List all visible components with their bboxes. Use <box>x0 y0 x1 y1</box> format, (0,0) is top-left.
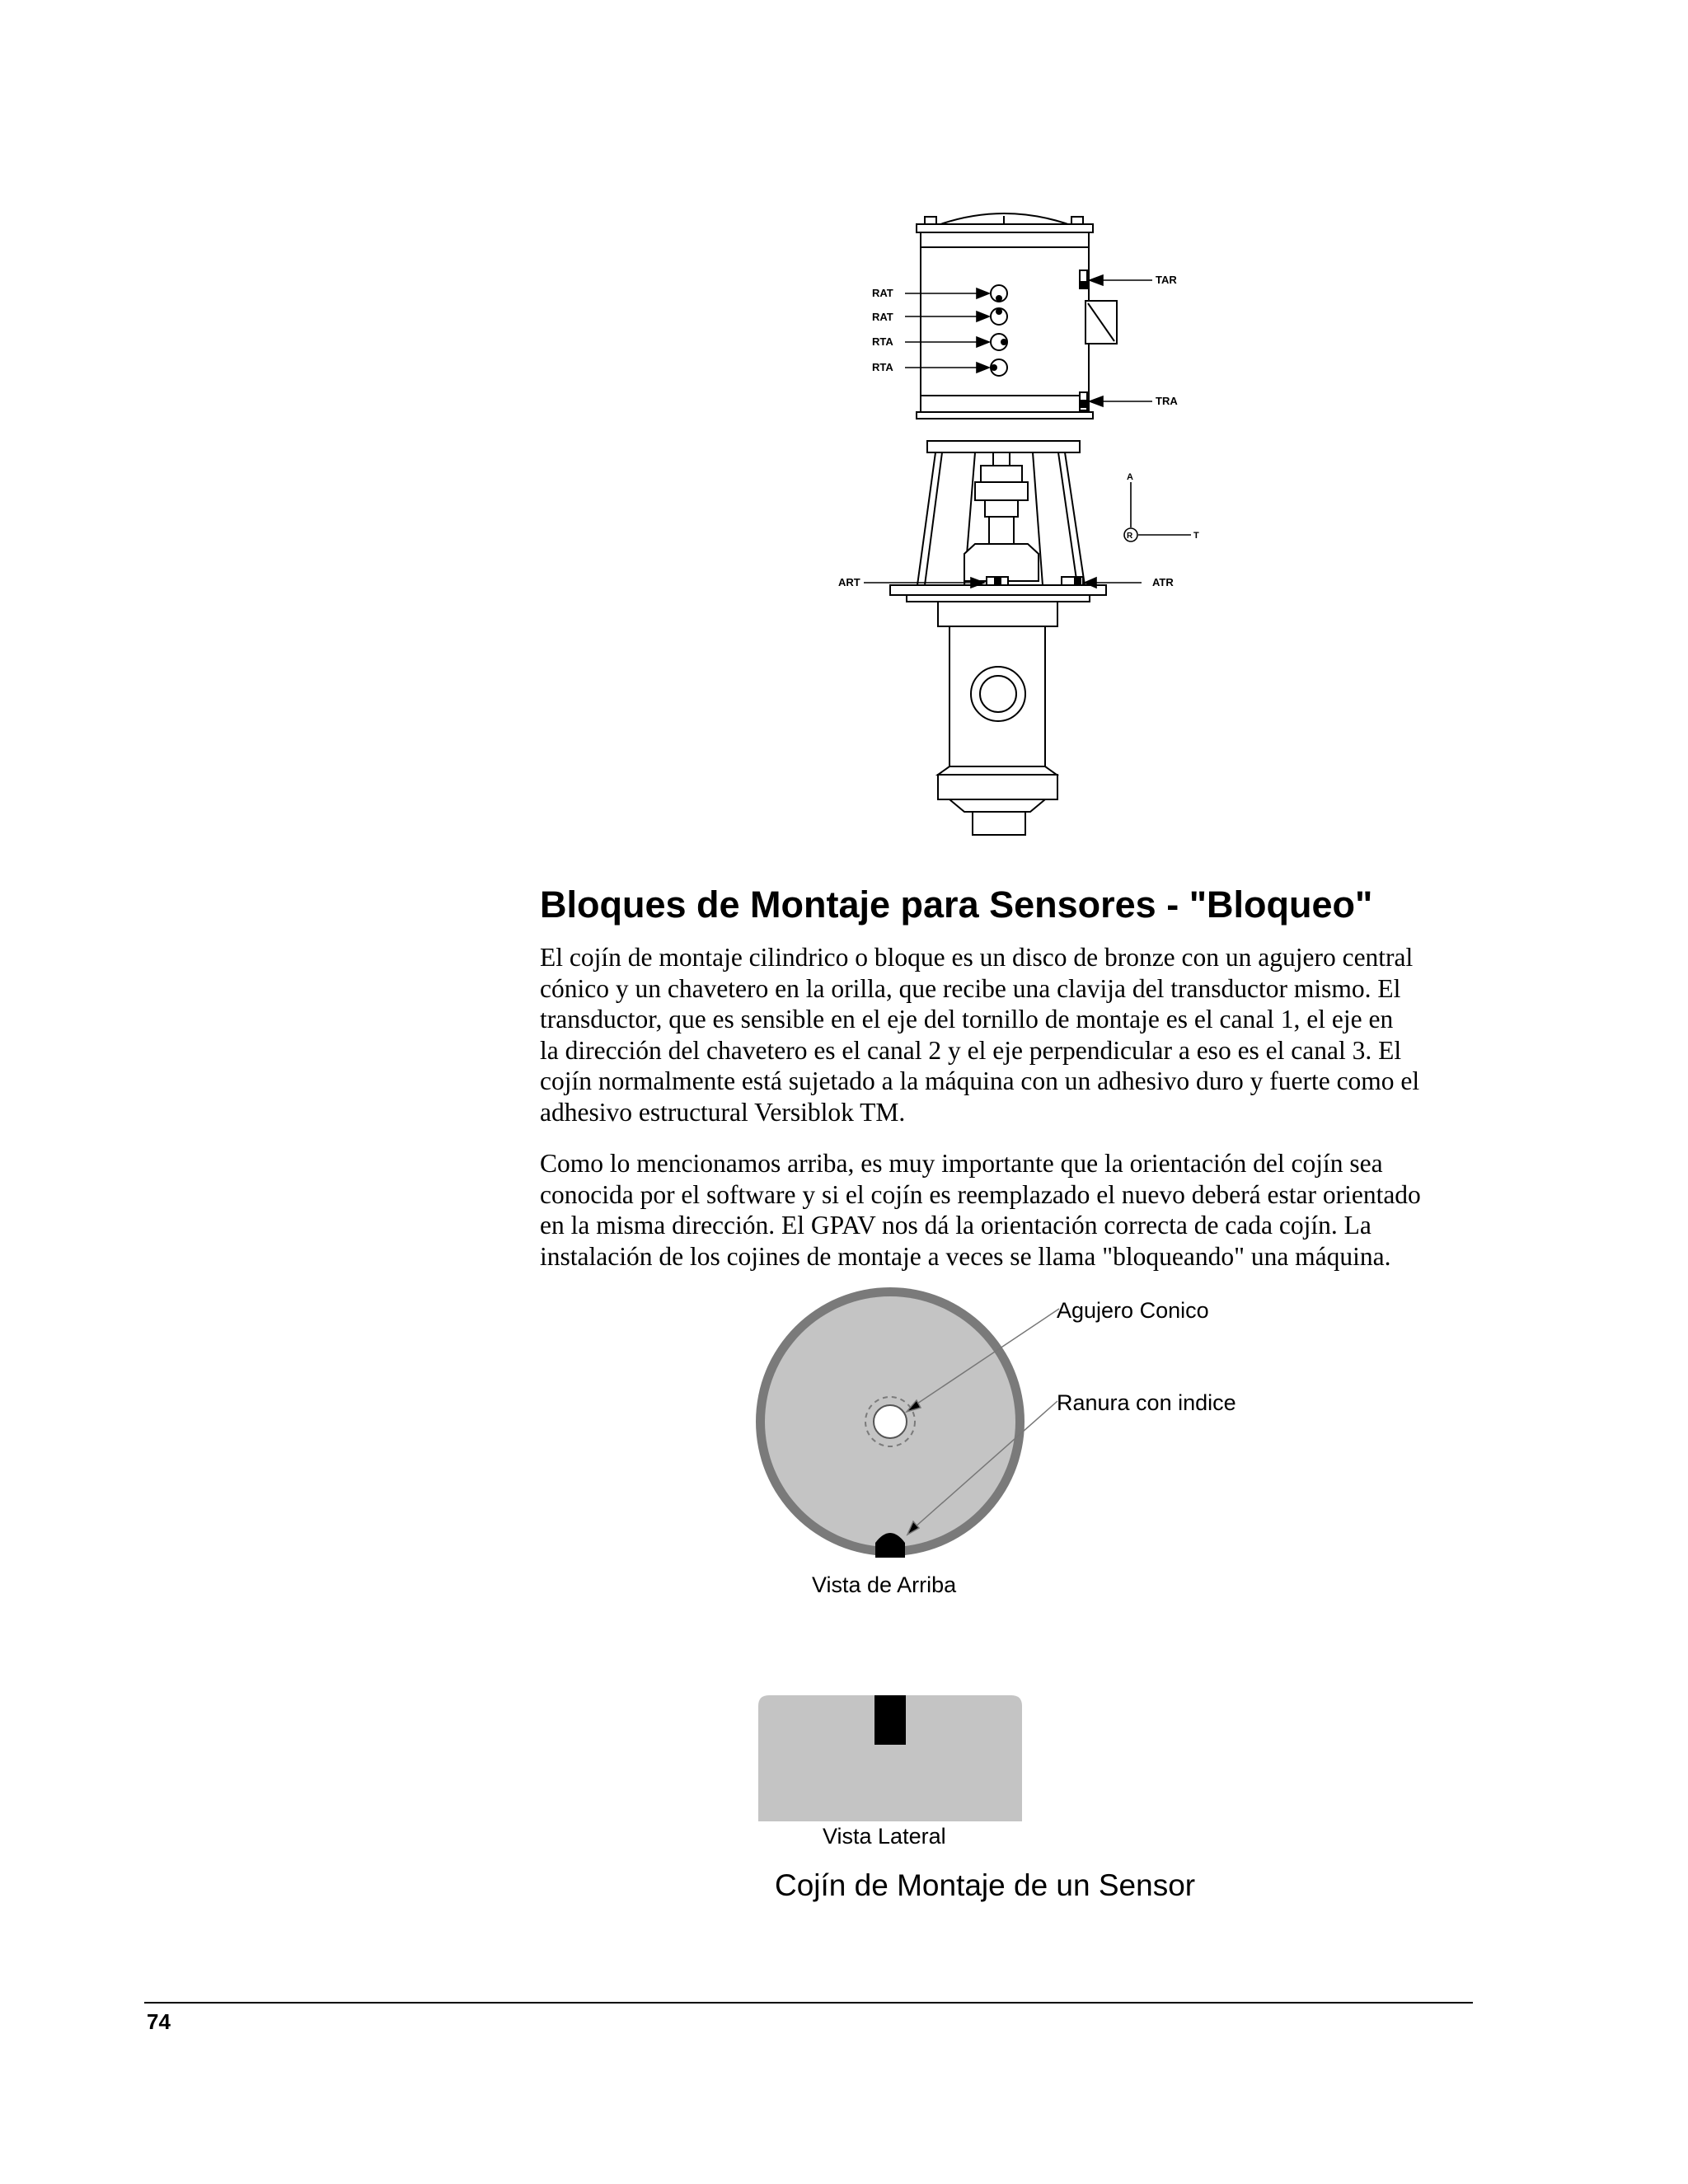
label-index-slot: Ranura con indice <box>1057 1390 1236 1415</box>
label-axis-r: R <box>1127 532 1133 541</box>
label-atr: ATR <box>1152 576 1174 588</box>
paragraph-2-line: instalación de los cojines de montaje a veces se llama "bloqueando" una máquina. <box>540 1241 1391 1271</box>
base-plate <box>890 585 1106 595</box>
paragraph-2-line: en la misma dirección. El GPAV nos dá la orientación correcta de cada cojín. La <box>540 1211 1372 1240</box>
motor-top-band <box>921 232 1089 247</box>
paragraph-1-line: transductor, que es sensible en el eje del tornillo de montaje es el canal 1, el eje en <box>540 1005 1394 1033</box>
pump-port-inner <box>980 676 1016 712</box>
section-title: Bloques de Montaje para Sensores - "Bloqueo" <box>540 883 1373 926</box>
label-conical-hole: Agujero Conico <box>1057 1298 1209 1323</box>
paragraph-1 <box>540 942 1488 1127</box>
motor-bottom-rim <box>917 412 1093 419</box>
label-axis-a: A <box>1127 472 1133 482</box>
index-slot-side <box>874 1695 906 1745</box>
pump-bell <box>950 799 1045 812</box>
conical-hole <box>874 1405 907 1438</box>
paragraph-1-line: El cojín de montaje cilindrico o bloque es un disco de bronze con un agujero central <box>540 943 1414 972</box>
footer-rule <box>144 2002 1473 2004</box>
paragraph-2-line: conocida por el software y si el cojín es reemplazado el nuevo deberá estar orientado <box>540 1179 1421 1209</box>
bearing-housing <box>964 544 1039 581</box>
label-rta-2: RTA <box>872 361 893 373</box>
motor-top-rim <box>917 224 1093 232</box>
pad-diagram <box>742 1282 1319 1908</box>
label-rat-1: RAT <box>872 287 893 299</box>
motor-bottom-band <box>921 396 1089 412</box>
label-axis-t: T <box>1193 531 1199 541</box>
paragraph-2-line: Como lo mencionamos arriba, es muy importante que la orientación del cojín sea <box>540 1149 1383 1178</box>
upper-plate <box>927 441 1080 452</box>
pump-inlet <box>973 812 1025 835</box>
label-tra: TRA <box>1156 395 1178 407</box>
coupling <box>975 482 1028 500</box>
paragraph-1-line: la dirección del chavetero es el canal 2 y el eje perpendicular a eso es el canal 3. El <box>540 1035 1402 1065</box>
label-rta-1: RTA <box>872 335 893 348</box>
paragraph-1-line: cónico y un chavetero en la orilla, que recibe una clavija del transductor mismo. El <box>540 973 1401 1003</box>
pump-bottom-flange <box>938 775 1057 799</box>
paragraph-1-line: cojín normalmente está sujetado a la máquina con un adhesivo duro y fuerte como el <box>540 1066 1420 1095</box>
machine-diagram <box>816 202 1212 845</box>
page-number: 74 <box>147 2009 171 2034</box>
paragraph-1-line: adhesivo estructural Versiblok TM. <box>540 1097 906 1127</box>
label-tar: TAR <box>1156 274 1177 286</box>
label-art: ART <box>838 576 860 588</box>
label-side-view: Vista Lateral <box>823 1824 946 1849</box>
label-top-view: Vista de Arriba <box>812 1572 957 1597</box>
paragraph-2 <box>540 1148 1488 1272</box>
pump-top-flange <box>938 602 1057 626</box>
label-rat-2: RAT <box>872 311 893 323</box>
pad-caption: Cojín de Montaje de un Sensor <box>775 1868 1196 1902</box>
